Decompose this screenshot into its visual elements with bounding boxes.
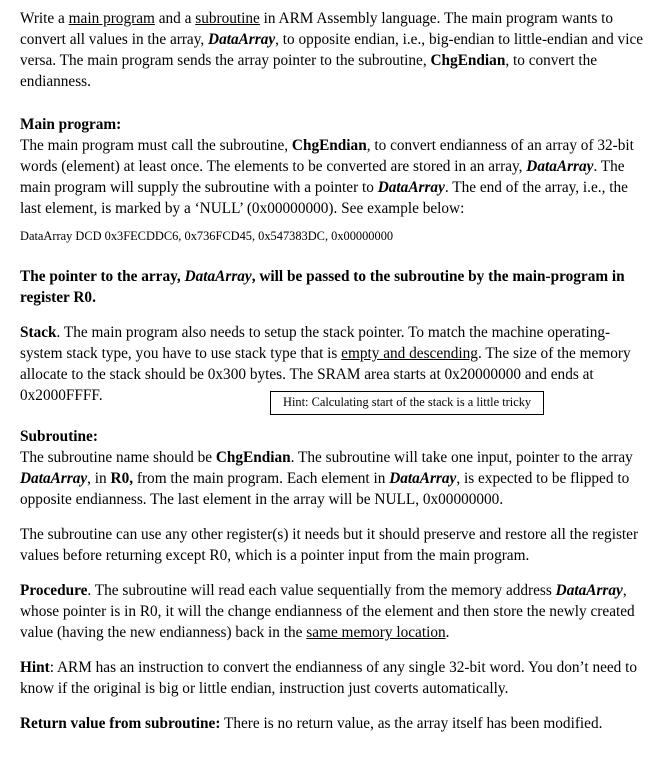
subroutine-heading: Subroutine: <box>20 428 98 445</box>
registers-paragraph: The subroutine can use any other register(s) it needs but it should preserve and restore all the register values before returning except R0, which is a pointer input from the main program. <box>20 526 639 564</box>
data-array-term: DataArray <box>526 158 594 175</box>
same-memory-location-term: same memory location <box>306 624 446 641</box>
sub-text: from the main program. Each element in <box>133 470 390 487</box>
intro-text: in ARM Assembly language. The main program wants to convert all values in the array, <box>20 10 614 48</box>
return-value-text: There is no return value, as the array itself has been modified. <box>220 715 603 732</box>
main-program-term: main program <box>68 10 155 27</box>
hint-paragraph <box>20 657 650 699</box>
sub-text: , in <box>87 470 111 487</box>
main-program-heading: Main program: <box>20 116 122 133</box>
intro-text: , to opposite endian, i.e., big-endian to little-endian and vice versa. The main program sends the array pointer to the subroutine, <box>20 31 644 69</box>
subroutine-term: subroutine <box>195 10 260 27</box>
procedure-text: . <box>445 624 450 641</box>
sub-text: The subroutine name should be <box>20 449 216 466</box>
hint-text: : ARM has an instruction to convert the endianness of any single 32-bit word. You don’t need to know if the original is big or little endian, instruction just coverts automatically. <box>20 659 638 697</box>
return-value-paragraph <box>20 713 650 734</box>
data-array-term: DataArray <box>377 179 445 196</box>
empty-descending-term: empty and descending <box>341 345 478 362</box>
document-body <box>20 8 650 734</box>
procedure-label: Procedure <box>20 582 88 599</box>
stack-text: . The main program also needs to setup the stack pointer. To match the machine operating-system stack type, you have to use stack type that is <box>20 324 611 362</box>
procedure-text: , whose pointer is in R0, it will the change endianness of the element and then store the newly created value (having the new endianness) back in the <box>20 582 635 641</box>
intro-text: , to convert the endianness. <box>20 52 598 90</box>
main-text: The main program must call the subroutine, <box>20 137 292 154</box>
sub-text: , is expected to be flipped to opposite endianness. The last element in the array will be NULL, 0x00000000. <box>20 470 630 508</box>
hint-label: Hint <box>20 659 50 676</box>
main-program-paragraph <box>20 135 650 219</box>
pointer-text: The pointer to the array, <box>20 268 185 285</box>
stack-hint-box: Hint: Calculating start of the stack is a little tricky <box>270 391 544 415</box>
intro-paragraph <box>20 8 650 92</box>
pointer-note <box>20 266 650 308</box>
data-array-term: DataArray <box>389 470 457 487</box>
chg-endian-term: ChgEndian <box>291 137 367 154</box>
intro-text: and a <box>154 10 196 27</box>
procedure-text: . The subroutine will read each value sequentially from the memory address <box>87 582 556 599</box>
data-array-term: DataArray <box>20 470 88 487</box>
pointer-text: , will be passed to the subroutine by the main-program in register R0. <box>20 268 625 306</box>
subroutine-paragraph <box>20 447 650 510</box>
procedure-paragraph <box>20 580 650 643</box>
main-text: . The end of the array, i.e., the last element, is marked by a ‘NULL’ (0x00000000). See example below: <box>20 179 628 217</box>
code-example: DataArray DCD 0x3FECDDC6, 0x736FCD45, 0x547383DC, 0x00000000 <box>20 229 394 243</box>
chg-endian-term: ChgEndian <box>430 52 506 69</box>
main-text: . The main program will supply the subroutine with a pointer to <box>20 158 625 196</box>
data-array-term: DataArray <box>208 31 276 48</box>
stack-text: . The size of the memory allocate to the stack should be 0x300 bytes. The SRAM area starts at 0x20000000 and ends at 0x2000FFFF. <box>20 345 631 404</box>
sub-text: . The subroutine will take one input, pointer to the array <box>290 449 633 466</box>
stack-section <box>20 322 650 409</box>
return-value-label: Return value from subroutine: <box>20 715 221 732</box>
r0-term: R0, <box>110 470 134 487</box>
intro-text: Write a <box>20 10 69 27</box>
chg-endian-term: ChgEndian <box>215 449 291 466</box>
data-array-term: DataArray <box>555 582 623 599</box>
stack-label: Stack <box>20 324 57 341</box>
data-array-term: DataArray <box>184 268 252 285</box>
main-text: , to convert endianness of an array of 32-bit words (element) at least once. The elements to be converted are stored in an array, <box>20 137 634 175</box>
